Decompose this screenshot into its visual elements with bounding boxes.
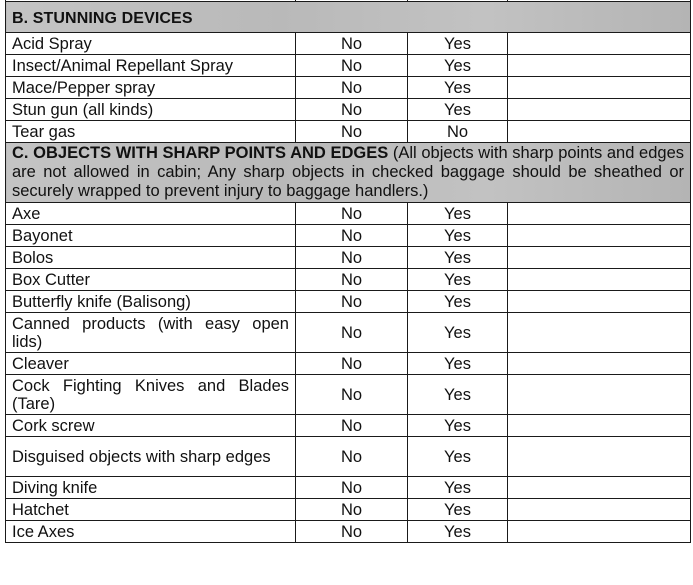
- item-name: Bolos: [6, 247, 296, 269]
- checked-allowed: Yes: [408, 77, 508, 99]
- item-name: Canned products (with easy open lids): [6, 313, 296, 353]
- item-name: Hatchet: [6, 499, 296, 521]
- table-row: [6, 33, 691, 55]
- remarks: [508, 269, 691, 291]
- checked-allowed: Yes: [408, 415, 508, 437]
- remarks: [508, 313, 691, 353]
- checked-allowed: Yes: [408, 477, 508, 499]
- table-row: [6, 203, 691, 225]
- cabin-allowed: No: [296, 99, 408, 121]
- cabin-allowed: No: [296, 121, 408, 143]
- section-title: B. STUNNING DEVICES: [12, 9, 193, 27]
- checked-allowed: Yes: [408, 499, 508, 521]
- cabin-allowed: No: [296, 375, 408, 415]
- checked-allowed: Yes: [408, 269, 508, 291]
- table-row: [6, 415, 691, 437]
- cabin-allowed: No: [296, 477, 408, 499]
- cabin-allowed: No: [296, 437, 408, 477]
- checked-allowed: Yes: [408, 521, 508, 543]
- checked-allowed: Yes: [408, 437, 508, 477]
- table-row: [6, 477, 691, 499]
- remarks: [508, 77, 691, 99]
- item-name: Mace/Pepper spray: [6, 77, 296, 99]
- remarks: [508, 375, 691, 415]
- section-header-cell: [6, 2, 691, 33]
- cabin-allowed: No: [296, 77, 408, 99]
- table-row: [6, 291, 691, 313]
- remarks: [508, 247, 691, 269]
- item-name: Stun gun (all kinds): [6, 99, 296, 121]
- checked-allowed: Yes: [408, 203, 508, 225]
- item-name: Disguised objects with sharp edges: [6, 437, 296, 477]
- item-name: Axe: [6, 203, 296, 225]
- table-row: [6, 225, 691, 247]
- table-row: [6, 353, 691, 375]
- section-header-stunning-devices: [6, 2, 691, 33]
- remarks: [508, 33, 691, 55]
- table-row: [6, 499, 691, 521]
- cabin-allowed: No: [296, 269, 408, 291]
- table-row: [6, 313, 691, 353]
- cabin-allowed: No: [296, 291, 408, 313]
- table-row: [6, 269, 691, 291]
- checked-allowed: Yes: [408, 375, 508, 415]
- table-row: [6, 375, 691, 415]
- remarks: [508, 99, 691, 121]
- checked-allowed: Yes: [408, 225, 508, 247]
- remarks: [508, 521, 691, 543]
- remarks: [508, 353, 691, 375]
- table-row: [6, 99, 691, 121]
- cabin-allowed: No: [296, 247, 408, 269]
- section-header-sharp-objects: [6, 143, 691, 203]
- checked-allowed: Yes: [408, 247, 508, 269]
- checked-allowed: Yes: [408, 291, 508, 313]
- cabin-allowed: No: [296, 203, 408, 225]
- checked-allowed: Yes: [408, 313, 508, 353]
- cabin-allowed: No: [296, 33, 408, 55]
- item-name: Box Cutter: [6, 269, 296, 291]
- item-name: Tear gas: [6, 121, 296, 143]
- item-name: Bayonet: [6, 225, 296, 247]
- cabin-allowed: No: [296, 313, 408, 353]
- item-name: Cleaver: [6, 353, 296, 375]
- table-row: [6, 77, 691, 99]
- item-name: Acid Spray: [6, 33, 296, 55]
- cabin-allowed: No: [296, 55, 408, 77]
- checked-allowed: Yes: [408, 353, 508, 375]
- cabin-allowed: No: [296, 353, 408, 375]
- section-note: (All objects with sharp points and edges are not allowed in cabin; Any sharp objects in checked baggage should be sheathed or securely wrapped to prevent injury to baggage handlers.): [12, 144, 685, 200]
- checked-allowed: No: [408, 121, 508, 143]
- remarks: [508, 499, 691, 521]
- cabin-allowed: No: [296, 225, 408, 247]
- section-header-cell: [6, 143, 691, 203]
- cabin-allowed: No: [296, 521, 408, 543]
- table-row: [6, 521, 691, 543]
- checked-allowed: Yes: [408, 55, 508, 77]
- table-row: [6, 437, 691, 477]
- prohibited-items-table: [5, 0, 691, 543]
- item-name: Butterfly knife (Balisong): [6, 291, 296, 313]
- remarks: [508, 225, 691, 247]
- remarks: [508, 55, 691, 77]
- table-row: [6, 121, 691, 143]
- remarks: [508, 415, 691, 437]
- item-name: Cork screw: [6, 415, 296, 437]
- remarks: [508, 477, 691, 499]
- checked-allowed: Yes: [408, 99, 508, 121]
- remarks: [508, 203, 691, 225]
- remarks: [508, 121, 691, 143]
- remarks: [508, 291, 691, 313]
- table-row: [6, 55, 691, 77]
- item-name: Ice Axes: [6, 521, 296, 543]
- section-title: C. OBJECTS WITH SHARP POINTS AND EDGES: [12, 144, 389, 162]
- item-name: Insect/Animal Repellant Spray: [6, 55, 296, 77]
- table-row: [6, 247, 691, 269]
- cabin-allowed: No: [296, 499, 408, 521]
- item-name: Cock Fighting Knives and Blades (Tare): [6, 375, 296, 415]
- cabin-allowed: No: [296, 415, 408, 437]
- item-name: Diving knife: [6, 477, 296, 499]
- checked-allowed: Yes: [408, 33, 508, 55]
- remarks: [508, 437, 691, 477]
